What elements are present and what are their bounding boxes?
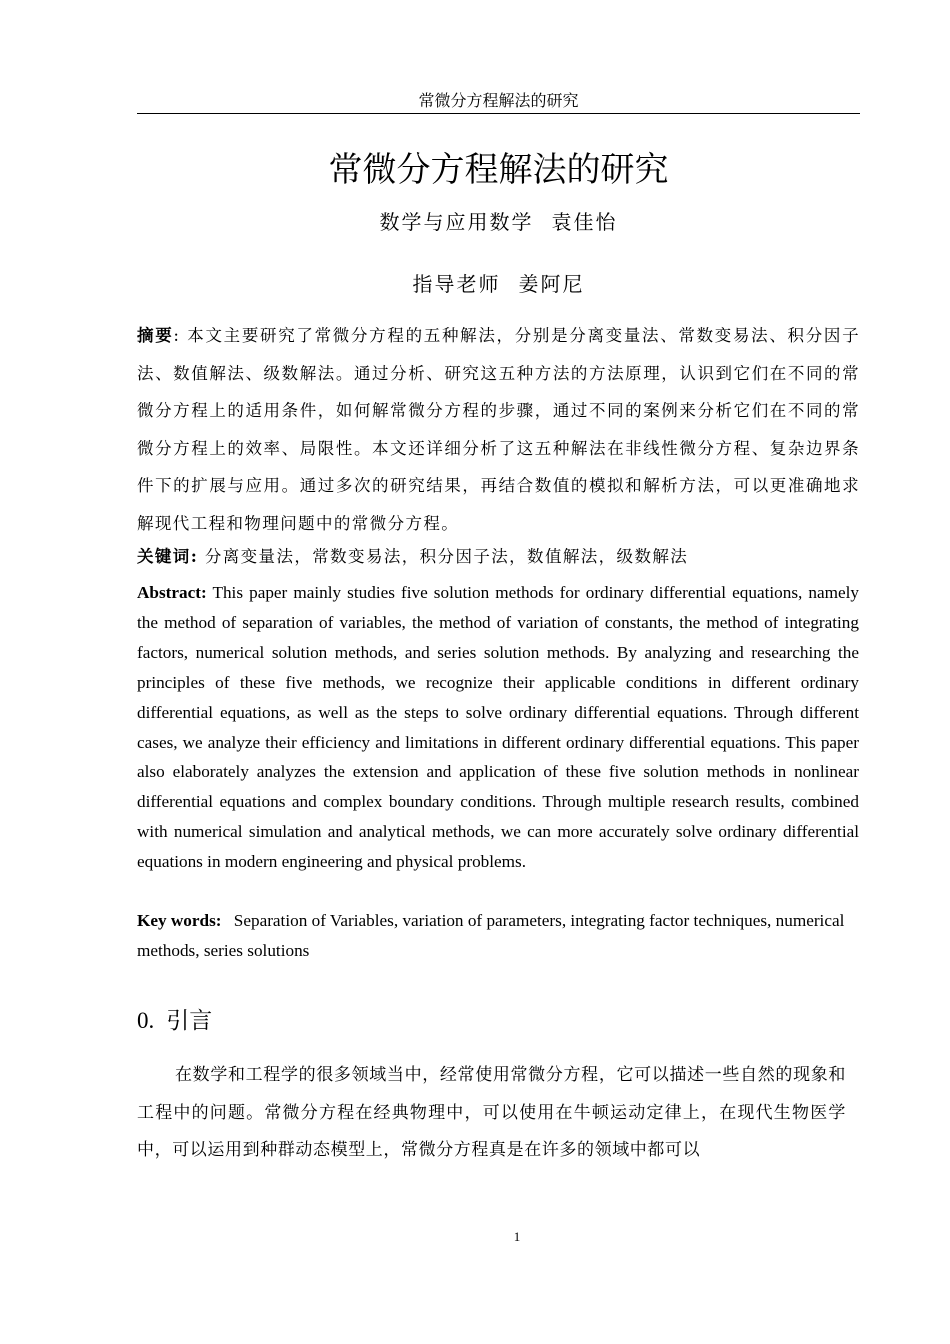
author-line xyxy=(137,208,860,236)
advisor-label: 指导老师 xyxy=(412,272,501,296)
paper-title: 常微分方程解法的研究 xyxy=(328,150,669,190)
section-heading xyxy=(137,1003,212,1039)
keywords-en-label: Key words: xyxy=(137,911,222,930)
running-header: 常微分方程解法的研究 xyxy=(418,91,579,110)
page-number: 1 xyxy=(513,1229,521,1244)
section-number: 0. xyxy=(137,1008,155,1033)
abstract-cn-text: 本文主要研究了常微分方程的五种解法，分别是分离变量法、常数变易法、积分因子法、数值解法、级数解法。通过分析、研究这五种方法的方法原理，认识到它们在不同的常微分方程上的适用条件，如何解常微分方程的步骤，通过不同的案例来分析它们在不同的常微分方程上的效率、局限性。本文还详细分析了这五种解法在非线性微分方程、复杂边界条件下的扩展与应用。通过多次的研究结果，再结合数值的模拟和解析方法，可以更准确地求解现代工程和物理问题中的常微分方程。 xyxy=(137,326,860,533)
keywords-cn-label: 关键词 xyxy=(137,547,191,566)
header-rule xyxy=(137,113,860,114)
abstract-en-text: This paper mainly studies five solution methods for ordinary differential equations, namely the method of separation of variables, the method of variation of constants, the method of integrating factors, numerical solution methods, and series solution methods. By analyzing and researching the principles of these five methods, we recognize their applicable conditions in different ordinary differential equations, as well as the steps to solve ordinary differential equations. Through different cases, we analyze their efficiency and limitations in different ordinary differential equations. This paper also elaborately analyzes the extension and application of these five solution methods in nonlinear differential equations and complex boundary conditions. Through multiple research results, combined with numerical simulation and analytical methods, we can more accurately solve ordinary differential equations in modern engineering and physical problems. xyxy=(137,583,859,872)
advisor-line xyxy=(137,270,860,298)
keywords-cn-text: 分离变量法，常数变易法，积分因子法，数值解法，级数解法 xyxy=(204,547,689,566)
abstract-cn: 摘要: 本文主要研究了常微分方程的五种解法，分别是分离变量法、常数变易法、积分因子法、数值解法、级数解法。通过分析、研究这五种方法的方法原理，认识到它们在不同的常微分方程上的适用条件，如何解常微分方程的步骤，通过不同的案例来分析它们在不同的常微分方程上的效率、局限性。本文还详细分析了这五种解法在非线性微分方程、复杂边界条件下的扩展与应用。通过多次的研究结果，再结合数值的模拟和解析方法，可以更准确地求解现代工程和物理问题中的常微分方程。 xyxy=(137,326,860,533)
advisor-name: 姜阿尼 xyxy=(518,272,585,296)
keywords-en-text: Separation of Variables, variation of parameters, integrating factor techniques, numerical methods, series solutions xyxy=(137,911,845,960)
section-title: 引言 xyxy=(166,1008,213,1034)
author-major: 数学与应用数学 xyxy=(379,210,534,234)
body-paragraph: 在数学和工程学的很多领域当中，经常使用常微分方程，它可以描述一些自然的现象和工程中的问题。常微分方程在经典物理中，可以使用在牛顿运动定律上，在现代生物医学中，可以运用到种群动态模型上，常微分方程真是在许多的领域中都可以 xyxy=(137,1065,846,1160)
keywords-cn: 关键词: 分离变量法，常数变易法，积分因子法，数值解法，级数解法 xyxy=(137,547,689,566)
abstract-en-label: Abstract: xyxy=(137,583,207,602)
abstract-en xyxy=(137,578,859,877)
abstract-cn-label: 摘要 xyxy=(137,326,174,345)
author-name: 袁佳怡 xyxy=(551,210,618,234)
keywords-en xyxy=(137,906,859,966)
